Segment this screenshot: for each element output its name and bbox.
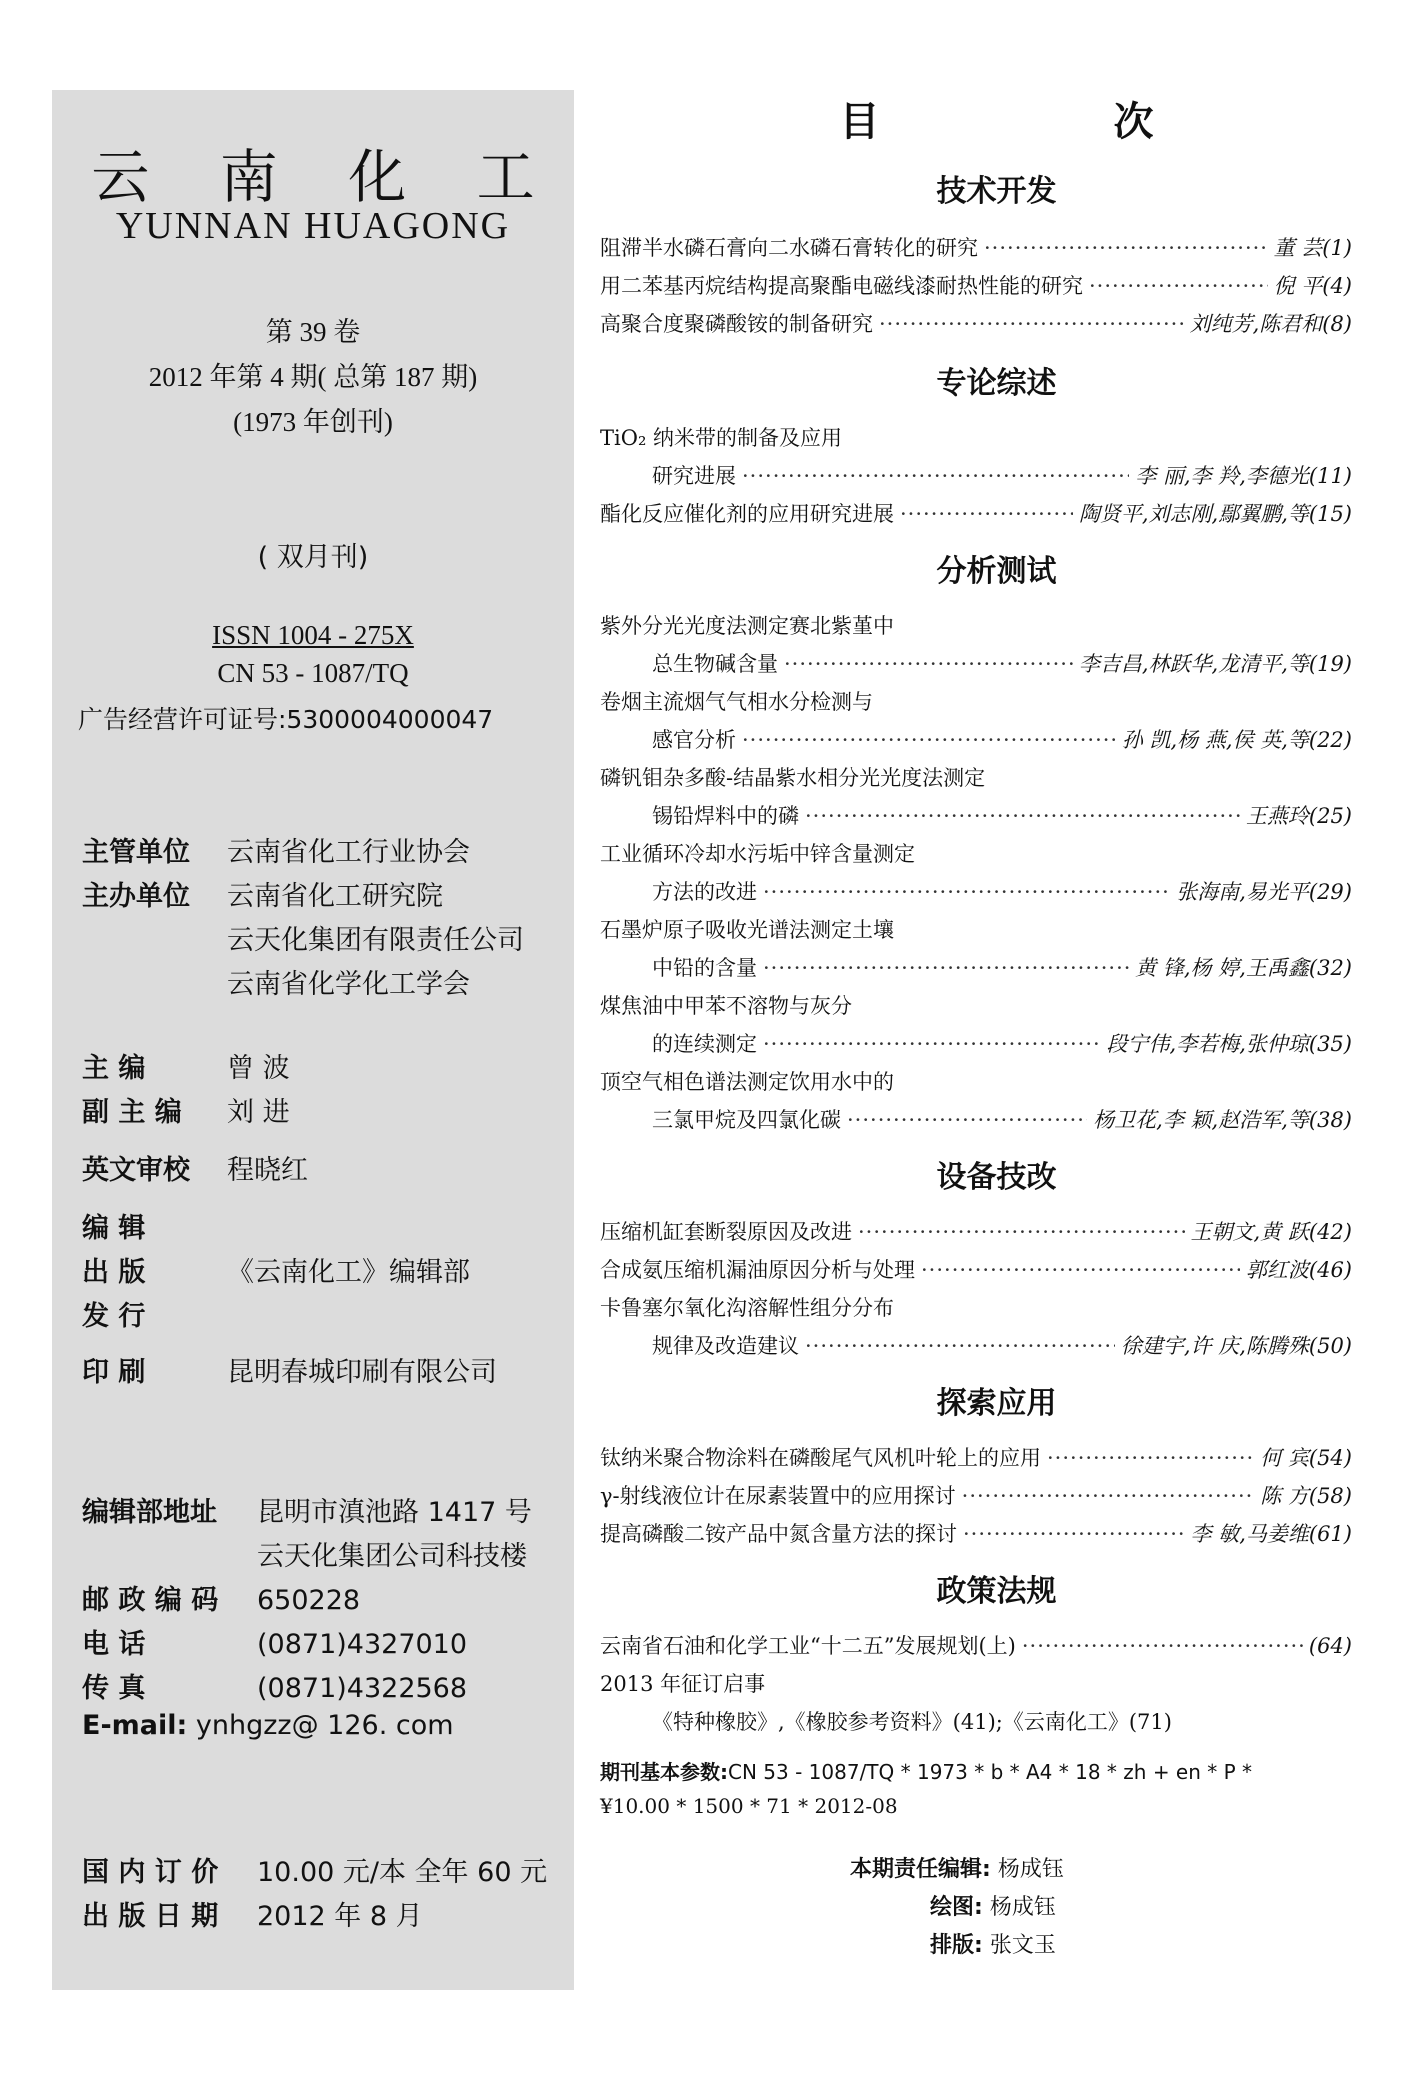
toc-entry[interactable]: 阻滞半水磷石膏向二水磷石膏转化的研究 ····· 董 芸(1) — [600, 232, 1352, 262]
section-heading: 政策法规 — [936, 1574, 1057, 1609]
toc-entry[interactable]: 压缩机缸套断裂原因及改进 ····· 王朝文,黄 跃(42) — [600, 1216, 1352, 1246]
price-row: 国 内 订 价 10.00 元/本 全年 60 元 — [82, 1857, 548, 1888]
volume: 第 39 卷 — [265, 317, 361, 347]
toc-entry-title[interactable]: 煤焦油中甲苯不溶物与灰分 — [600, 994, 852, 1018]
frequency: ( 双月刊) — [257, 542, 369, 573]
toc-entry[interactable]: 感官分析 ····· 孙 凯,杨 燕,侯 英,等(22) — [652, 724, 1352, 754]
editor-row: 主 编 曾 波 — [82, 1053, 290, 1084]
founded-year: (1973 年创刊) — [233, 407, 393, 437]
toc-entry[interactable]: 的连续测定 ····· 段宁伟,李若梅,张仲琼(35) — [652, 1028, 1352, 1058]
address-row: 编辑部地址 昆明市滇池路 1417 号 — [82, 1497, 532, 1528]
notice-line: 《特种橡胶》,《橡胶参考资料》(41);《云南化工》(71) — [652, 1710, 1172, 1734]
toc-entry-title[interactable]: 石墨炉原子吸收光谱法测定土壤 — [600, 918, 894, 942]
publisher-row: 出 版 《云南化工》编辑部 — [82, 1257, 470, 1288]
toc-entry[interactable]: 总生物碱含量 ····· 李吉昌,林跃华,龙清平,等(19) — [652, 648, 1352, 678]
toc-entry-title[interactable]: 紫外分光光度法测定赛北紫堇中 — [600, 614, 894, 638]
toc-entry[interactable]: 用二苯基丙烷结构提高聚酯电磁线漆耐热性能的研究 ····· 倪 平(4) — [600, 270, 1352, 300]
journal-title: 云 南 化 工 — [91, 143, 561, 211]
printer-row: 印 刷 昆明春城印刷有限公司 — [82, 1357, 497, 1388]
journal-parameters-2: ¥10.00 * 1500 * 71 * 2012-08 — [600, 1794, 898, 1818]
section-heading: 分析测试 — [936, 554, 1057, 589]
notice-title: 2013 年征订启事 — [600, 1672, 766, 1696]
supervisor-row: 主管单位 云南省化工行业协会 — [82, 837, 470, 868]
toc-entry[interactable]: 钛纳米聚合物涂料在磷酸尾气风机叶轮上的应用 ····· 何 宾(54) — [600, 1442, 1352, 1472]
zip-row: 邮 政 编 码 650228 — [82, 1585, 361, 1616]
deputy-editor-row: 副 主 编 刘 进 — [82, 1097, 290, 1128]
toc-entry[interactable]: 提高磷酸二铵产品中氮含量方法的探讨 ····· 李 敏,马姜维(61) — [600, 1518, 1352, 1548]
email-row: E-mail: ynhgzz@ 126. com — [82, 1710, 454, 1741]
toc-entry[interactable]: 合成氨压缩机漏油原因分析与处理 ····· 郭红波(46) — [600, 1254, 1352, 1284]
sponsor-row: 主办单位 云南省化工研究院 — [82, 881, 443, 912]
toc-entry[interactable]: γ-射线液位计在尿素装置中的应用探讨 ····· 陈 方(58) — [600, 1480, 1352, 1510]
publish-date-row: 出 版 日 期 2012 年 8 月 — [82, 1901, 423, 1932]
section-heading: 专论综述 — [936, 366, 1057, 401]
toc-entry[interactable]: 研究进展 ····· 李 丽,李 羚,李德光(11) — [652, 460, 1352, 490]
issue-row: 发 行 — [82, 1301, 146, 1332]
toc-entry-title[interactable]: 卡鲁塞尔氧化沟溶解性组分分布 — [600, 1296, 894, 1320]
drawing-credit: 绘图: 杨成钰 — [930, 1895, 1056, 1920]
toc-entry[interactable]: 方法的改进 ····· 张海南,易光平(29) — [652, 876, 1352, 906]
toc-title: 目 次 — [839, 99, 1264, 145]
toc-entry-title[interactable]: TiO₂ 纳米带的制备及应用 — [600, 426, 843, 450]
section-heading: 探索应用 — [936, 1386, 1057, 1421]
issue-number: 2012 年第 4 期( 总第 187 期) — [148, 362, 478, 392]
sponsor-3: 云南省化学化工学会 — [227, 969, 470, 1000]
journal-parameters: 期刊基本参数:CN 53 - 1087/TQ * 1973 * b * A4 * 18 * zh + en * P * — [600, 1760, 1253, 1784]
cn-number: CN 53 - 1087/TQ — [217, 658, 409, 688]
toc-entry-title[interactable]: 卷烟主流烟气气相水分检测与 — [600, 690, 873, 714]
journal-pinyin: YUNNAN HUAGONG — [115, 205, 511, 247]
toc-entry[interactable]: 锡铅焊料中的磷 ····· 王燕玲(25) — [652, 800, 1352, 830]
layout-credit: 排版: 张文玉 — [930, 1933, 1056, 1958]
toc-entry-title[interactable]: 顶空气相色谱法测定饮用水中的 — [600, 1070, 894, 1094]
issn: ISSN 1004 - 275X — [212, 620, 414, 650]
tel-row: 电 话 (0871)4327010 — [82, 1629, 468, 1660]
toc-entry[interactable]: 高聚合度聚磷酸铵的制备研究 ····· 刘纯芳,陈君和(8) — [600, 308, 1352, 338]
address-2: 云天化集团公司科技楼 — [257, 1541, 527, 1572]
toc-entry[interactable]: 三氯甲烷及四氯化碳 ····· 杨卫花,李 颖,赵浩军,等(38) — [652, 1104, 1352, 1134]
toc-entry-title[interactable]: 工业循环冷却水污垢中锌含量测定 — [600, 842, 915, 866]
section-heading: 设备技改 — [936, 1160, 1057, 1195]
edit-row: 编 辑 — [82, 1213, 146, 1244]
section-heading: 技术开发 — [936, 174, 1057, 209]
fax-row: 传 真 (0871)4322568 — [82, 1673, 468, 1704]
toc-entry-title[interactable]: 磷钒钼杂多酸-结晶紫水相分光光度法测定 — [600, 766, 986, 790]
sponsor-2: 云天化集团有限责任公司 — [227, 925, 524, 956]
toc-entry[interactable]: 规律及改造建议 ····· 徐建宇,许 庆,陈腾殊(50) — [652, 1330, 1352, 1360]
toc-entry[interactable]: 酯化反应催化剂的应用研究进展 ····· 陶贤平,刘志刚,鄢翼鹏,等(15) — [600, 498, 1352, 528]
toc-entry[interactable]: 云南省石油和化学工业“十二五”发展规划(上) ····· (64) — [600, 1630, 1352, 1660]
en-reviewer-row: 英文审校 程晓红 — [82, 1155, 308, 1186]
ad-license: 广告经营许可证号:5300004000047 — [78, 705, 494, 734]
responsible-editor: 本期责任编辑: 杨成钰 — [850, 1857, 1064, 1882]
toc-entry[interactable]: 中铅的含量 ····· 黄 锋,杨 婷,王禹鑫(32) — [652, 952, 1352, 982]
